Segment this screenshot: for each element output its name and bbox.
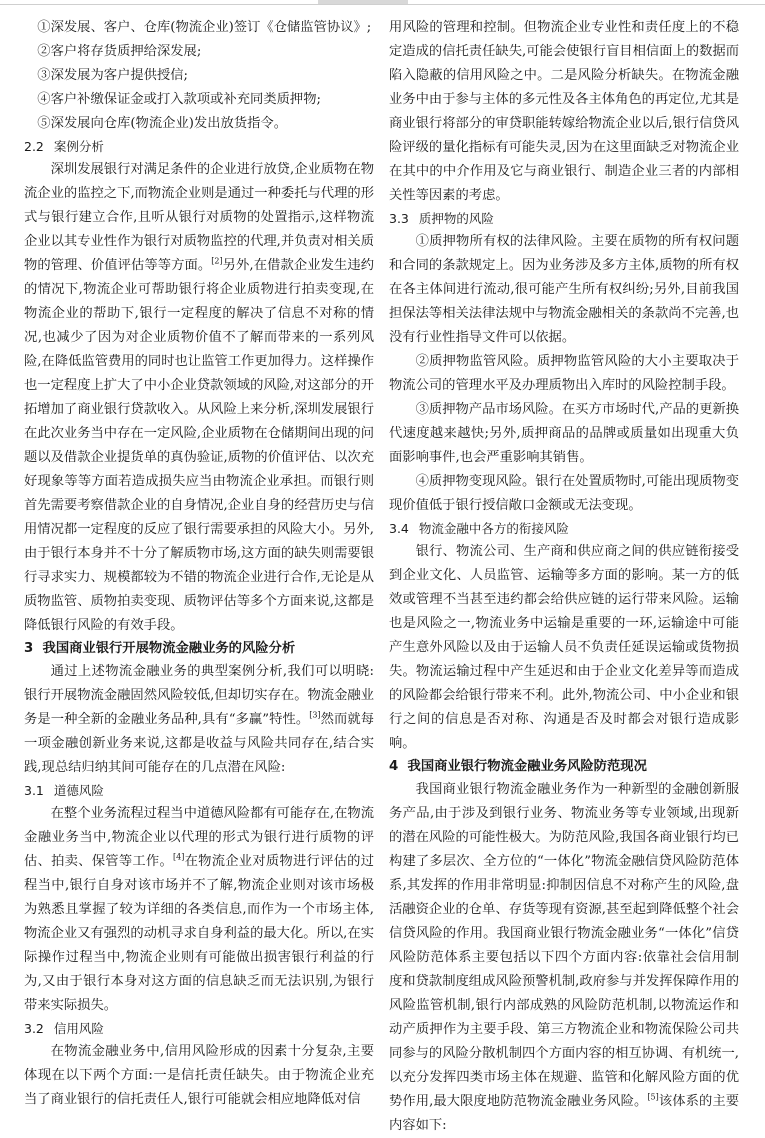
section-heading-3-2 bbox=[24, 1018, 374, 1040]
section-title: 质押物的风险 bbox=[418, 211, 494, 226]
left-column bbox=[24, 16, 374, 1112]
list-item: ⑤深发展向仓库(物流企业)发出放货指令。 bbox=[37, 116, 288, 131]
section-number: 2.2 bbox=[24, 139, 44, 154]
paragraph: 在物流金融业务中,信用风险形成的因素十分复杂,主要体现在以下两个方面:一是信托责任缺失。由于物流企业充当了商业银行的信托责任人,银行可能就会相应地降低对信 bbox=[24, 1044, 374, 1107]
paragraph bbox=[389, 778, 739, 1138]
paragraph: ①质押物所有权的法律风险。主要在质物的所有权问题和合同的条款规定上。因为业务涉及多方主体,质物的所有权在各主体间进行流动,很可能产生所有权纠纷;另外,目前我国担保法等相关法律法规中与物流金融相关的条款尚不完善,也没有行业性指导文件可以依据。 bbox=[389, 234, 739, 345]
section-heading-3 bbox=[24, 638, 374, 660]
section-title: 信用风险 bbox=[53, 1021, 104, 1036]
paragraph bbox=[24, 158, 374, 638]
section-heading-3-4 bbox=[389, 518, 739, 540]
paragraph: 银行、物流公司、生产商和供应商之间的供应链衔接受到企业文化、人员监管、运输等多方面的影响。某一方的低效或管理不当甚至违约都会给供应链的运行带来风险。运输也是风险之一,物流业务中运输是重要的一环,运输途中可能产生意外风险以及由于运输人员不负责任延误运输或货物损失。物流运输过程中产生延迟和由于企业文化差异等而造成的风险都会给银行带来不利。此外,物流公司、中小企业和银行之间的信息是否对称、沟通是否及时都会对银行造成影响。 bbox=[389, 544, 739, 751]
paragraph bbox=[24, 802, 374, 1018]
list-item: ④客户补缴保证金或打入款项或补充同类质押物; bbox=[37, 92, 322, 107]
paragraph: ②质押物监管风险。质押物监管风险的大小主要取决于物流公司的管理水平及办理质物出入库时的风险控制手段。 bbox=[389, 354, 739, 393]
section-number: 3.1 bbox=[24, 783, 44, 798]
section-heading-4 bbox=[389, 756, 739, 778]
section-number: 3.3 bbox=[389, 211, 409, 226]
citation-ref: [3] bbox=[309, 710, 321, 720]
paragraph-text: 我国商业银行物流金融业务作为一种新型的金融创新服务产品,由于涉及到银行业务、物流业务等专业领域,出现新的潜在风险的可能性极大。为防范风险,我国各商业银行均已构建了多层次、全方位的“一体化”物流金融信贷风险防范体系,其发挥的作用非常明显:抑制因信息不对称产生的风险,盘活融资企业的仓单、存货等现有资源,甚至起到降低整个社会信贷风险的作用。我国商业银行物流金融业务“一体化”信贷风险防范体系主要包括以下四个方面内容:依靠社会信用制度和贷款制度组成风险预警机制,政府参与并发挥保障作用的风险监管机制,银行内部成熟的风险防范机制,以物流运作和动产质押作为主要手段、第三方物流企业和物流保险公司共同参与的风险分散机制四个方面内容的相互协调、有机统一,以充分发挥四类市场主体在规避、监管和化解风险方面的优势作用,最大限度地防范物流金融业务风险。 bbox=[389, 782, 739, 1109]
section-number: 3.4 bbox=[389, 521, 409, 536]
paragraph-text: 在整个业务流程过程当中道德风险都有可能存在,在物流金融业务当中,物流企业以代理的形式为银行进行质物的评估、拍卖、保管等工作。 bbox=[24, 806, 374, 869]
paragraph: ④质押物变现风险。银行在处置质物时,可能出现质物变现价值低于银行授信敞口金额或无法变现。 bbox=[389, 474, 739, 513]
header-rule-line bbox=[0, 4, 765, 5]
paragraph bbox=[24, 660, 374, 780]
list-item: ①深发展、客户、仓库(物流企业)签订《仓储监管协议》; bbox=[37, 20, 372, 35]
section-number: 3 bbox=[24, 641, 34, 656]
right-column bbox=[389, 16, 739, 1138]
section-number: 3.2 bbox=[24, 1021, 44, 1036]
list-item: ③深发展为客户提供授信; bbox=[37, 68, 189, 83]
section-title: 道德风险 bbox=[53, 783, 104, 798]
section-title: 我国商业银行物流金融业务风险防范现况 bbox=[407, 759, 647, 774]
paragraph-text: 深圳发展银行对满足条件的企业进行放贷,企业质物在物流企业的监控之下,而物流企业则是通过一种委托与代理的形式与银行建立合作,且听从银行对质物的处置指示,这样物流企业以其专业性作为银行对质物监控的代理,并负责对相关质物的管理、价值评估等等方面。 bbox=[24, 162, 374, 273]
page-header-rule bbox=[0, 0, 765, 6]
paragraph-text: 该体系的主要内容如下: bbox=[389, 1094, 739, 1133]
list-item: ②客户将存货质押给深发展; bbox=[37, 44, 202, 59]
section-heading-3-3 bbox=[389, 208, 739, 230]
section-title: 案例分析 bbox=[53, 139, 104, 154]
paragraph-text: 然而就每一项金融创新业务来说,这都是收益与风险共同存在,结合实践,现总结归纳其间可能存在的几点潜在风险: bbox=[24, 712, 375, 775]
section-heading-2-2 bbox=[24, 136, 374, 158]
citation-ref: [5] bbox=[647, 1092, 659, 1102]
section-heading-3-1 bbox=[24, 780, 374, 802]
paragraph: ③质押物产品市场风险。在买方市场时代,产品的更新换代速度越来越快;另外,质押商品的品牌或质量如出现重大负面影响事件,也会严重影响其销售。 bbox=[389, 402, 739, 465]
paragraph-text: 通过上述物流金融业务的典型案例分析,我们可以明晓:银行开展物流金融固然风险较低,但却切实存在。物流金融业务是一种全新的金融业务品种,具有“多赢”特性。 bbox=[24, 664, 374, 727]
section-title: 我国商业银行开展物流金融业务的风险分析 bbox=[42, 641, 296, 656]
paragraph-continued: 用风险的管理和控制。但物流企业专业性和责任度上的不稳定造成的信托责任缺失,可能会使银行盲目相信面上的数据而陷入隐蔽的信用风险之中。二是风险分析缺失。在物流金融业务中由于参与主体的多元性及各主体角色的再定位,尤其是商业银行将部分的审贷职能转嫁给物流企业以后,银行信贷风险评级的量化指标有可能失灵,因为在这里面缺乏对物流企业在其中的中介作用及它与商业银行、制造企业三者的内部相关性等因素的考虑。 bbox=[389, 20, 739, 203]
citation-ref: [2] bbox=[211, 256, 223, 266]
paragraph-text: 在物流企业对质物进行评估的过程当中,银行自身对该市场并不了解,物流企业则对该市场极为熟悉且掌握了较为详细的各类信息,而作为一个市场主体,物流企业又有强烈的动机寻求自身利益的最大化。所以,在实际操作过程当中,物流企业则有可能做出损害银行利益的行为,又由于银行本身对这方面的信息缺乏而无法识别,为银行带来实际损失。 bbox=[24, 854, 375, 1013]
section-number: 4 bbox=[389, 759, 399, 774]
process-step-list bbox=[24, 16, 374, 136]
section-title: 物流金融中各方的衔接风险 bbox=[418, 521, 569, 536]
header-running-title-remnant bbox=[318, 0, 408, 4]
paragraph-text: 另外,在借款企业发生违约的情况下,物流企业可帮助银行将企业质物进行拍卖变现,在物流企业的帮助下,银行一定程度的解决了信息不对称的情况,也减少了因为对企业质物价值不了解而带来的一系列风险,在降低监管费用的同时也让监管工作更加得力。这样操作也一定程度上扩大了中小企业贷款领域的风险,对这部分的开拓增加了商业银行贷款收入。从风险上来分析,深圳发展银行在此次业务当中存在一定风险,企业质物在仓储期间出现的问题以及借款企业提货单的真伪验证,质物的价值评估、以次充好现象等等方面若造成损失应当由物流企业承担。而银行则首先需要考察借款企业的自身情况,企业自身的经营历史与信用情况都一定程度的反应了银行需要承担的风险大小。另外,由于银行本身并不十分了解质物市场,这方面的缺失则需要银行寻求实力、规模都较为不错的物流企业进行合作,无论是从质物监管、质物拍卖变现、质物评估等多个方面来说,这都是降低银行风险的有效手段。 bbox=[24, 258, 374, 633]
citation-ref: [4] bbox=[173, 852, 185, 862]
